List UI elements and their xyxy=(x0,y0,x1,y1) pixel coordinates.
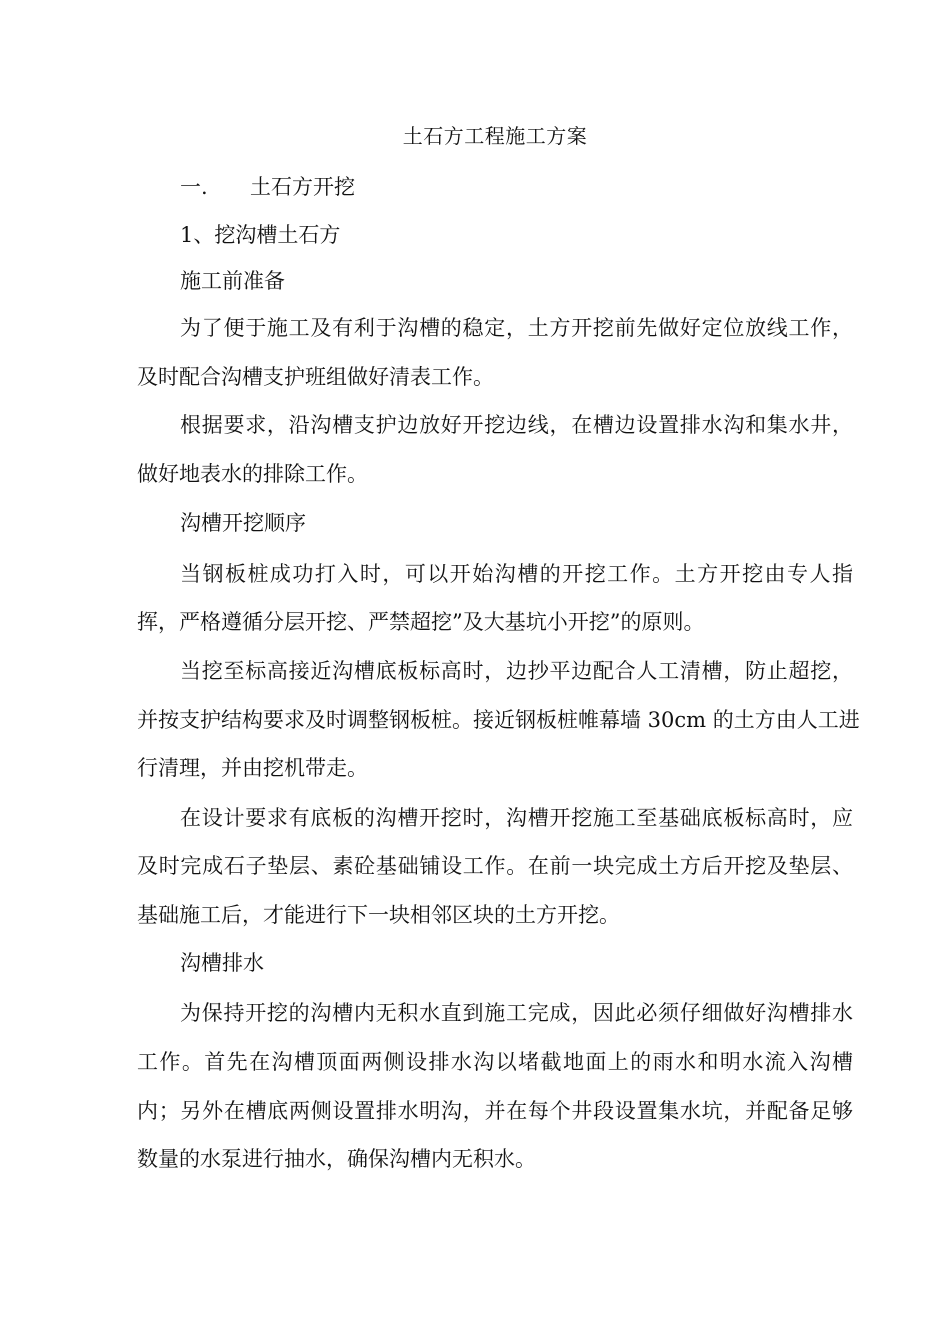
paragraph-5-line-1: 在设计要求有底板的沟槽开挖时，沟槽开挖施工至基础底板标高时，应 xyxy=(180,806,853,830)
paragraph-6-line-3: 内；另外在槽底两侧设置排水明沟，并在每个井段设置集水坑，并配备足够 xyxy=(137,1099,853,1123)
section-number: 一. xyxy=(180,175,208,199)
paragraph-2-line-2: 做好地表水的排除工作。 xyxy=(137,462,368,486)
paragraph-5-line-3: 基础施工后，才能进行下一块相邻区块的土方开挖。 xyxy=(137,903,620,927)
section-title: 土石方开挖 xyxy=(250,175,355,199)
paragraph-1-line-2: 及时配合沟槽支护班组做好清表工作。 xyxy=(137,365,494,389)
paragraph-4-line-3: 行清理，并由挖机带走。 xyxy=(137,756,368,780)
heading-preparation: 施工前准备 xyxy=(180,269,285,293)
paragraph-3-line-2: 挥，严格遵循分层开挖、严禁超挖”及大基坑小开挖”的原则。 xyxy=(137,610,705,634)
paragraph-6-line-2: 工作。首先在沟槽顶面两侧设排水沟以堵截地面上的雨水和明水流入沟槽 xyxy=(137,1050,853,1074)
paragraph-1-line-1: 为了便于施工及有利于沟槽的稳定，土方开挖前先做好定位放线工作， xyxy=(180,316,853,340)
document-title: 土石方工程施工方案 xyxy=(402,124,588,148)
paragraph-3-line-1: 当钢板桩成功打入时，可以开始沟槽的开挖工作。土方开挖由专人指 xyxy=(180,562,853,586)
paragraph-6-line-1: 为保持开挖的沟槽内无积水直到施工完成，因此必须仔细做好沟槽排水 xyxy=(180,1001,853,1025)
subsection-heading: 1、挖沟槽土石方 xyxy=(180,223,341,247)
heading-trench-drainage: 沟槽排水 xyxy=(180,951,264,975)
paragraph-2-line-1: 根据要求，沿沟槽支护边放好开挖边线，在槽边设置排水沟和集水井， xyxy=(180,413,853,437)
paragraph-4-line-1: 当挖至标高接近沟槽底板标高时，边抄平边配合人工清槽，防止超挖， xyxy=(180,659,853,683)
paragraph-6-line-4: 数量的水泵进行抽水，确保沟槽内无积水。 xyxy=(137,1147,536,1171)
paragraph-5-line-2: 及时完成石子垫层、素砼基础铺设工作。在前一块完成土方后开挖及垫层、 xyxy=(137,854,853,878)
heading-excavation-order: 沟槽开挖顺序 xyxy=(180,511,306,535)
paragraph-4-line-2: 并按支护结构要求及时调整钢板桩。接近钢板桩帷幕墙 30cm 的土方由人工进 xyxy=(137,708,860,732)
